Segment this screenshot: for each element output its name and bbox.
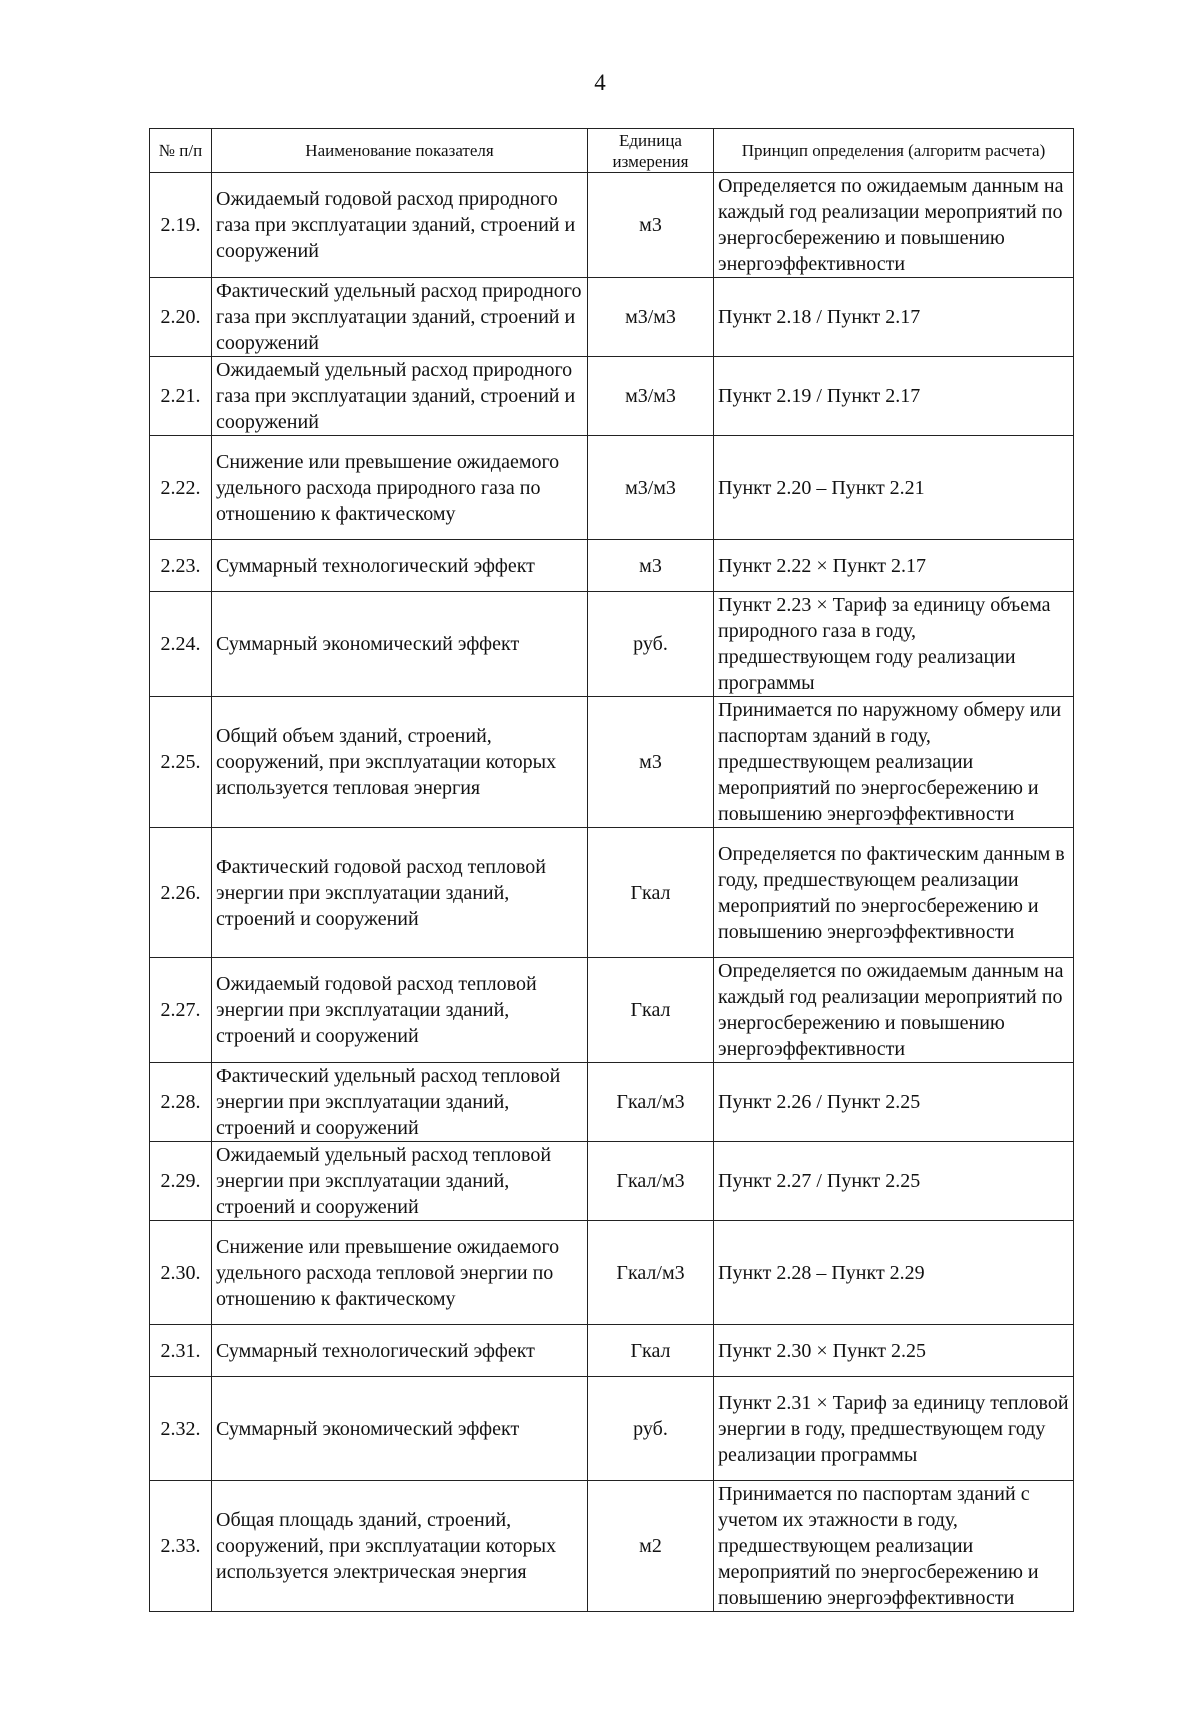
row-num: 2.21. xyxy=(150,357,212,436)
row-unit: руб. xyxy=(588,592,714,697)
row-name: Ожидаемый удельный расход тепловой энергии при эксплуатации зданий, строений и сооружений xyxy=(212,1142,588,1221)
row-algo: Пункт 2.31 × Тариф за единицу тепловой энергии в году, предшествующем году реализации программы xyxy=(714,1377,1074,1481)
table-row xyxy=(150,436,1074,540)
row-num: 2.22. xyxy=(150,436,212,540)
row-unit: Гкал/м3 xyxy=(588,1063,714,1142)
row-name: Суммарный экономический эффект xyxy=(212,1377,588,1481)
row-name: Суммарный экономический эффект xyxy=(212,592,588,697)
table-row xyxy=(150,1063,1074,1142)
row-num: 2.25. xyxy=(150,697,212,828)
row-name: Общий объем зданий, строений, сооружений, при эксплуатации которых используется тепловая энергия xyxy=(212,697,588,828)
row-algo: Пункт 2.20 – Пункт 2.21 xyxy=(714,436,1074,540)
row-unit: м3 xyxy=(588,173,714,278)
table-row xyxy=(150,1377,1074,1481)
row-unit: Гкал xyxy=(588,958,714,1063)
header-algo: Принцип определения (алгоритм расчета) xyxy=(714,129,1074,173)
row-algo: Принимается по наружному обмеру или паспортам зданий в году, предшествующем реализации мероприятий по энергосбережению и повышению энергоэффективности xyxy=(714,697,1074,828)
table-row xyxy=(150,958,1074,1063)
table-row xyxy=(150,278,1074,357)
table-row xyxy=(150,697,1074,828)
row-name: Фактический удельный расход природного газа при эксплуатации зданий, строений и сооружений xyxy=(212,278,588,357)
row-name: Суммарный технологический эффект xyxy=(212,540,588,592)
row-algo: Пункт 2.28 – Пункт 2.29 xyxy=(714,1221,1074,1325)
row-algo: Пункт 2.27 / Пункт 2.25 xyxy=(714,1142,1074,1221)
table-row xyxy=(150,1142,1074,1221)
row-num: 2.26. xyxy=(150,828,212,958)
row-unit: м2 xyxy=(588,1481,714,1612)
row-algo: Пункт 2.19 / Пункт 2.17 xyxy=(714,357,1074,436)
row-algo: Принимается по паспортам зданий с учетом их этажности в году, предшествующем реализации мероприятий по энергосбережению и повышению энергоэффективности xyxy=(714,1481,1074,1612)
row-num: 2.31. xyxy=(150,1325,212,1377)
row-num: 2.20. xyxy=(150,278,212,357)
row-num: 2.19. xyxy=(150,173,212,278)
header-unit: Единица измерения xyxy=(588,129,714,173)
row-algo: Пункт 2.18 / Пункт 2.17 xyxy=(714,278,1074,357)
table-row xyxy=(150,1481,1074,1612)
row-unit: м3 xyxy=(588,697,714,828)
row-name: Фактический удельный расход тепловой энергии при эксплуатации зданий, строений и сооружений xyxy=(212,1063,588,1142)
row-unit: Гкал xyxy=(588,828,714,958)
row-num: 2.28. xyxy=(150,1063,212,1142)
row-name: Фактический годовой расход тепловой энергии при эксплуатации зданий, строений и сооружений xyxy=(212,828,588,958)
row-num: 2.29. xyxy=(150,1142,212,1221)
row-name: Ожидаемый годовой расход природного газа при эксплуатации зданий, строений и сооружений xyxy=(212,173,588,278)
page-number: 4 xyxy=(594,70,606,95)
row-unit: Гкал xyxy=(588,1325,714,1377)
row-name: Снижение или превышение ожидаемого удельного расхода тепловой энергии по отношению к фактическому xyxy=(212,1221,588,1325)
row-name: Суммарный технологический эффект xyxy=(212,1325,588,1377)
header-name: Наименование показателя xyxy=(212,129,588,173)
row-algo: Определяется по фактическим данным в году, предшествующем реализации мероприятий по энергосбережению и повышению энергоэффективности xyxy=(714,828,1074,958)
row-name: Общая площадь зданий, строений, сооружений, при эксплуатации которых используется электрическая энергия xyxy=(212,1481,588,1612)
table-row xyxy=(150,1325,1074,1377)
row-algo: Пункт 2.26 / Пункт 2.25 xyxy=(714,1063,1074,1142)
row-num: 2.27. xyxy=(150,958,212,1063)
row-name: Ожидаемый годовой расход тепловой энергии при эксплуатации зданий, строений и сооружений xyxy=(212,958,588,1063)
row-unit: руб. xyxy=(588,1377,714,1481)
row-num: 2.24. xyxy=(150,592,212,697)
row-unit: м3/м3 xyxy=(588,436,714,540)
table-header-row xyxy=(150,129,1074,173)
indicator-table xyxy=(149,128,1074,1612)
row-name: Снижение или превышение ожидаемого удельного расхода природного газа по отношению к фактическому xyxy=(212,436,588,540)
row-unit: Гкал/м3 xyxy=(588,1221,714,1325)
row-unit: Гкал/м3 xyxy=(588,1142,714,1221)
row-algo: Определяется по ожидаемым данным на каждый год реализации мероприятий по энергосбережению и повышению энергоэффективности xyxy=(714,173,1074,278)
header-num: № п/п xyxy=(150,129,212,173)
table-row xyxy=(150,357,1074,436)
row-name: Ожидаемый удельный расход природного газа при эксплуатации зданий, строений и сооружений xyxy=(212,357,588,436)
row-algo: Пункт 2.22 × Пункт 2.17 xyxy=(714,540,1074,592)
table-row xyxy=(150,1221,1074,1325)
row-algo: Пункт 2.23 × Тариф за единицу объема природного газа в году, предшествующем году реализации программы xyxy=(714,592,1074,697)
row-num: 2.23. xyxy=(150,540,212,592)
table-row xyxy=(150,592,1074,697)
row-num: 2.30. xyxy=(150,1221,212,1325)
table-row xyxy=(150,540,1074,592)
row-algo: Пункт 2.30 × Пункт 2.25 xyxy=(714,1325,1074,1377)
table-row xyxy=(150,828,1074,958)
row-unit: м3 xyxy=(588,540,714,592)
row-unit: м3/м3 xyxy=(588,357,714,436)
table-row xyxy=(150,173,1074,278)
row-num: 2.32. xyxy=(150,1377,212,1481)
row-num: 2.33. xyxy=(150,1481,212,1612)
row-unit: м3/м3 xyxy=(588,278,714,357)
row-algo: Определяется по ожидаемым данным на каждый год реализации мероприятий по энергосбережению и повышению энергоэффективности xyxy=(714,958,1074,1063)
